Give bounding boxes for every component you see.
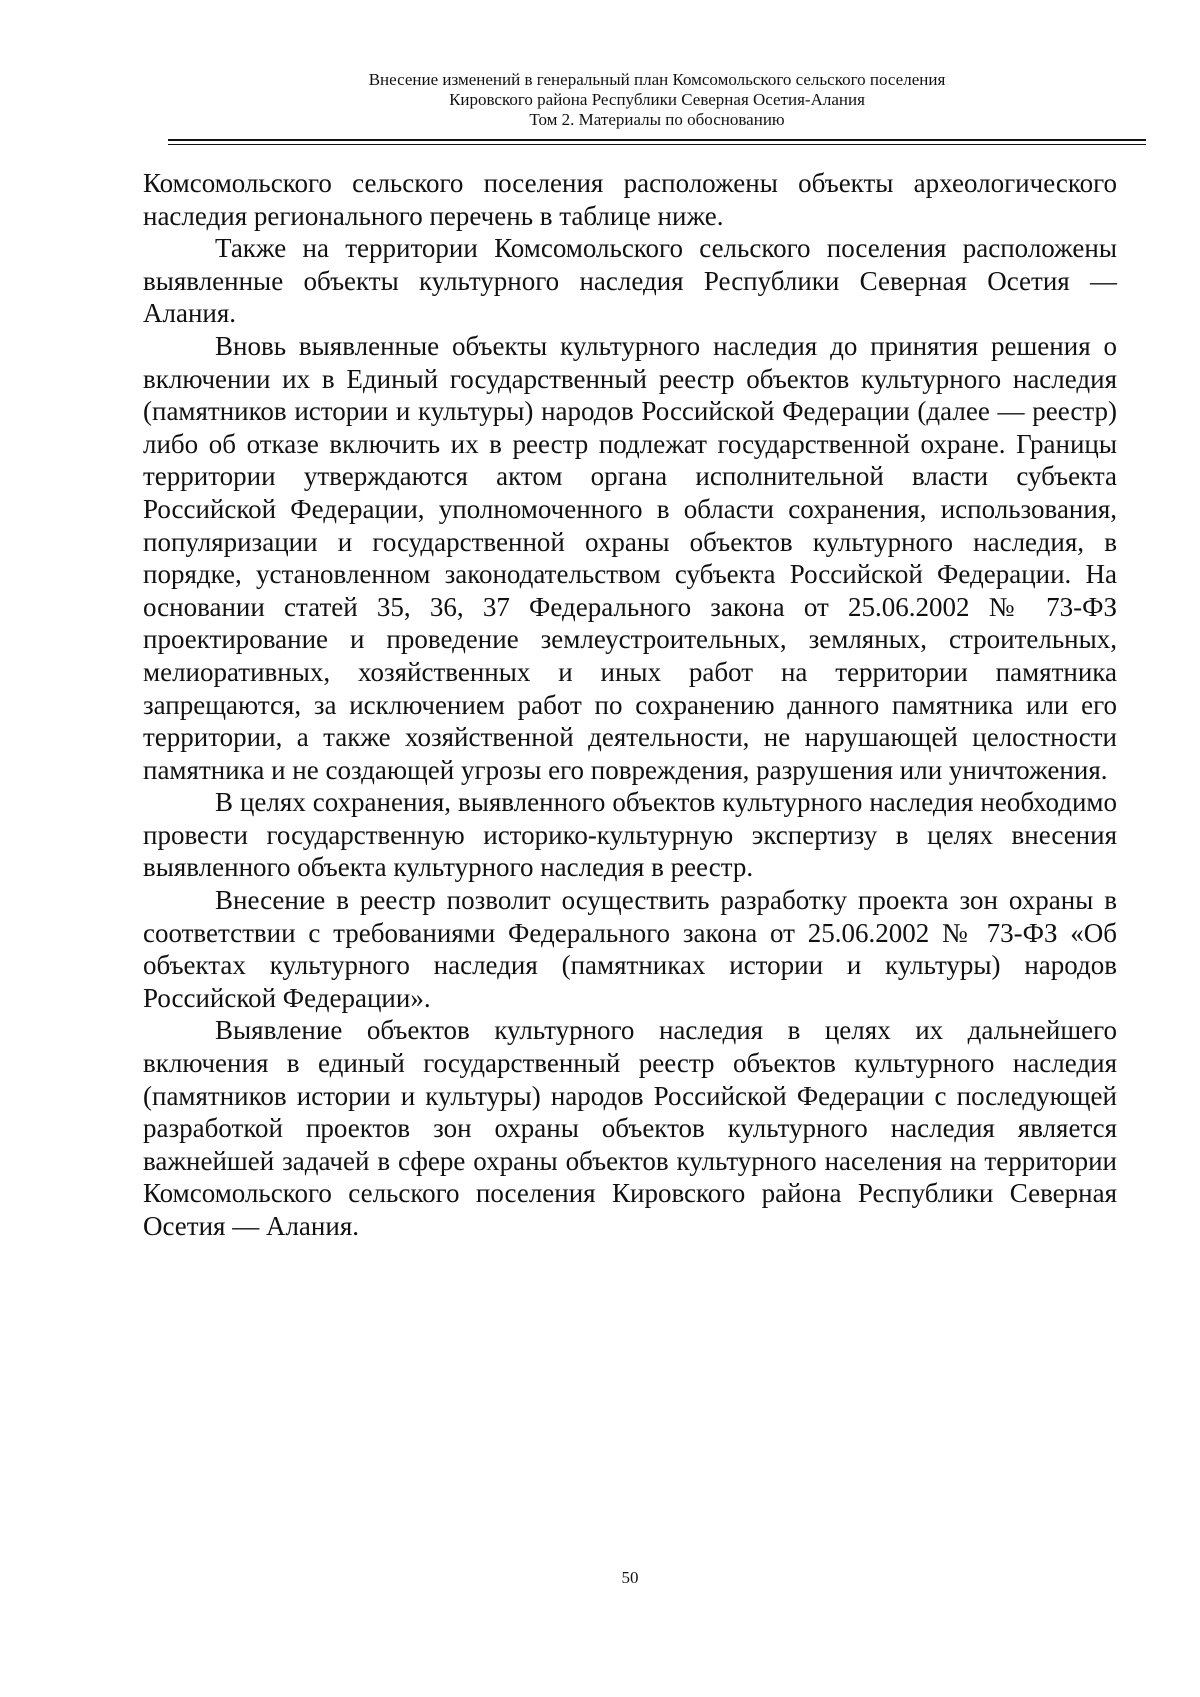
- body-text: [143, 167, 1117, 1243]
- paragraph: Также на территории Комсомольского сельского поселения расположены выявленные объекты культурного наследия Республики Северная Осетия — Алания.: [143, 233, 1117, 329]
- header-title-line: Внесение изменений в генеральный план Комсомольского сельского поселения: [368, 70, 946, 89]
- running-header: [168, 70, 1146, 130]
- paragraph: Внесение в реестр позволит осуществить разработку проекта зон охраны в соответствии с требованиями Федерального закона от 25.06.2002 № 73-ФЗ «Об объектах культурного наследия (памятниках истории и культуры) народов Российской Федерации».: [143, 885, 1117, 1013]
- header-district-line: Кировского района Республики Северная Осетия-Алания: [449, 90, 865, 109]
- header-divider: [168, 139, 1146, 145]
- paragraph: В целях сохранения, выявленного объектов культурного наследия необходимо провести государственную историко-культурную экспертизу в целях внесения выявленного объекта культурного наследия в реестр.: [143, 787, 1117, 883]
- paragraph: Комсомольского сельского поселения расположены объекты археологического наследия регионального перечень в таблице ниже.: [143, 168, 1117, 231]
- page-number: 50: [621, 1568, 639, 1587]
- paragraph: Вновь выявленные объекты культурного наследия до принятия решения о включении их в Единый государственный реестр объектов культурного наследия (памятников истории и культуры) народов Российской Федерации (далее — реестр) либо об отказе включить их в реестр подлежат государственной охране. Границы территории утверждаются актом органа исполнительной власти субъекта Российской Федерации, уполномоченного в области сохранения, использования, популяризации и государственной охраны объектов культурного наследия, в порядке, установленном законодательством субъекта Российской Федерации. На основании статей 35, 36, 37 Федерального закона от 25.06.2002 № 73-ФЗ проектирование и проведение землеустроительных, земляных, строительных, мелиоративных, хозяйственных и иных работ на территории памятника запрещаются, за исключением работ по сохранению данного памятника или его территории, а также хозяйственной деятельности, не нарушающей целостности памятника и не создающей угрозы его повреждения, разрушения или уничтожения.: [143, 330, 1117, 785]
- header-volume-line: Том 2. Материалы по обоснованию: [529, 110, 785, 129]
- paragraph: Выявление объектов культурного наследия в целях их дальнейшего включения в единый государственный реестр объектов культурного наследия (памятников истории и культуры) народов Российской Федерации с последующей разработкой проектов зон охраны объектов культурного наследия является важнейшей задачей в сфере охраны объектов культурного населения на территории Комсомольского сельского поселения Кировского района Республики Северная Осетия — Алания.: [143, 1015, 1117, 1241]
